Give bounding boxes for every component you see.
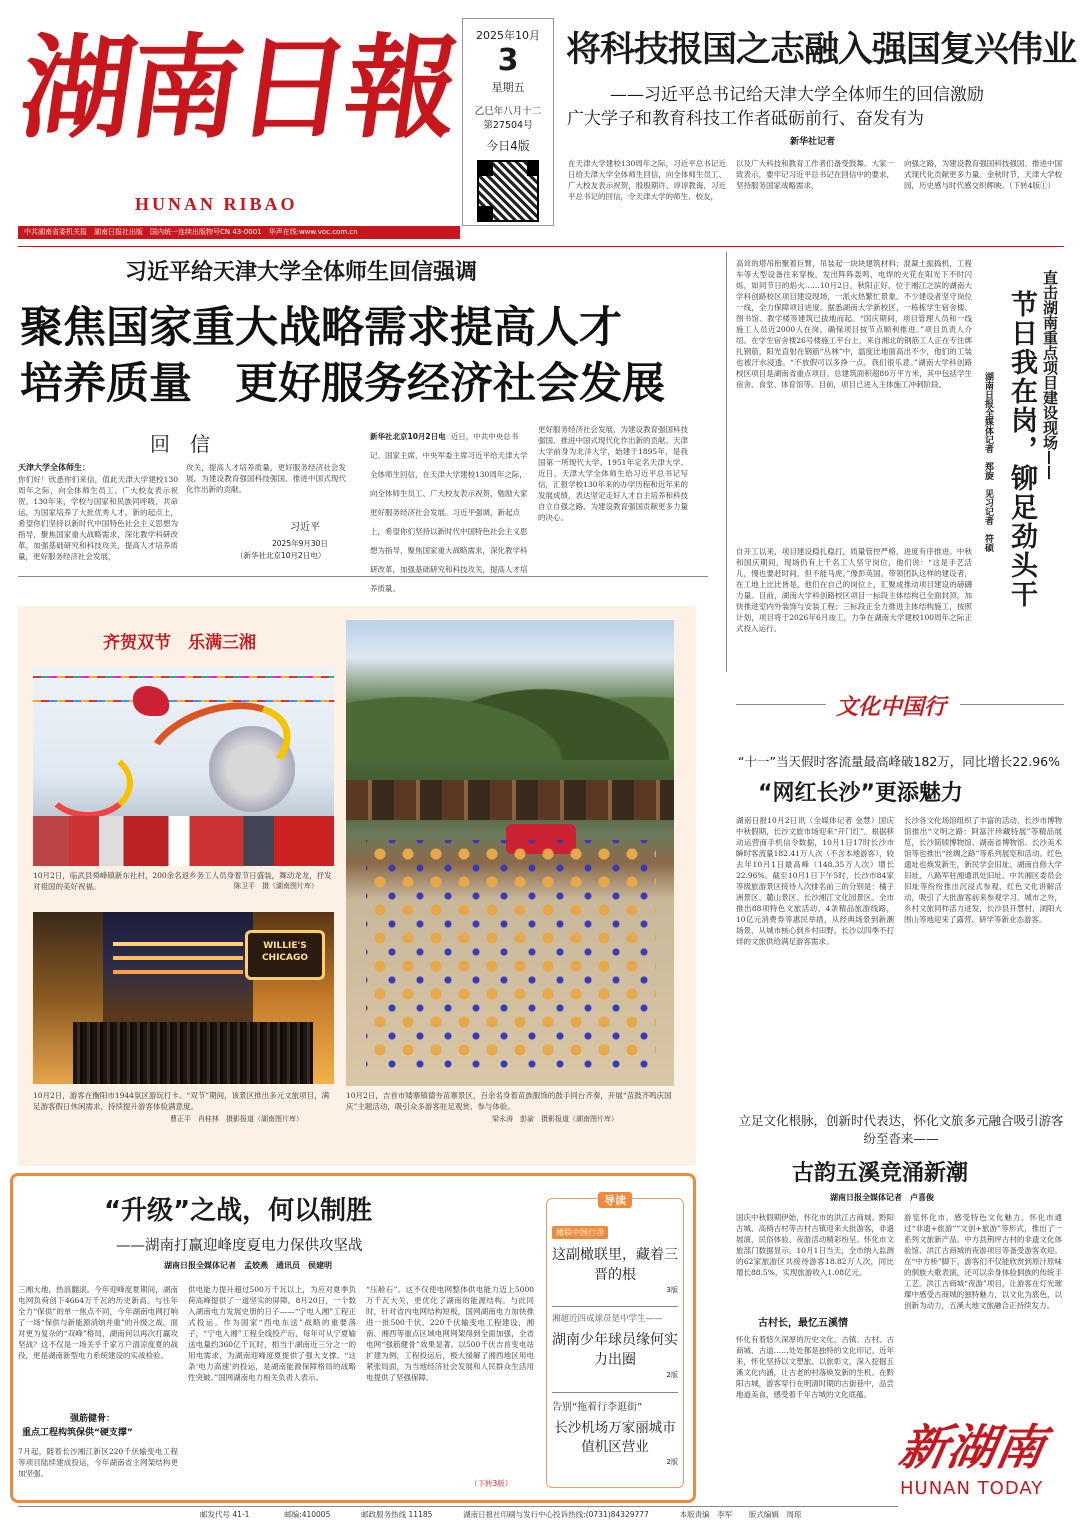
- top-story-subhead-1: ——习近平总书记给天津大学全体师生的回信激励: [610, 85, 984, 105]
- digest-item-tag: 湘超近四成球员是中学生——: [552, 1314, 663, 1324]
- culture-banner: 文化中国行: [836, 694, 947, 720]
- letter-signature: 习近平: [290, 522, 320, 533]
- digest-item-tag: 告别“拖着行李逛街”: [552, 1402, 643, 1413]
- huaihua-col2: 游览怀化市，感受特色文化魅力。怀化市通过“非遗+旅游”“文创+旅游”等形式，推出了一系列文旅新产品。中方县荆坪古村的非遗文化体验馆、洪江古商城的夜游项目等备受游客欢迎。在“中方桥”脚下，游客们不仅能欣赏到原汁原味的侗族大歌表演，还可以亲身体验侗族的传统手工艺。洪江古商城“夜游”项目，让游客在灯光璀璨中感受古商城的独特魅力，以文化为底色，以创新为动力，五溪大地文旅融合正持续发力。: [904, 1213, 1062, 1310]
- culture-kicker: “十一”当天假时客流量最高峰破182万，同比增长22.96%: [738, 754, 1060, 769]
- digest-item-title: 这副橄联里，藏着三晋的根: [552, 1247, 678, 1283]
- digest-label: 导读: [598, 1192, 632, 1208]
- footer-complaint: 湖南日报社印刷与发行中心投诉热线:(0731)84329777: [463, 1510, 649, 1519]
- photo-caption-1: 10月2日，临武县舜峰镇新东社村，200余名返乡务工人员身着节日盛装，舞动龙龙，抒发对祖国的美好祝福。: [33, 871, 332, 891]
- power-continue[interactable]: （下转3版）: [470, 1479, 513, 1488]
- top-story-col2: 以及广大科技和教育工作者们备受鼓舞。大家一致表示，要牢记习近平总书记在回信中的要求，坚持服务国家战略需求，: [736, 159, 894, 190]
- power-col1-head2: 重点工程构筑保供“硬支撑”: [22, 1428, 133, 1438]
- issue-number: 第27504号: [483, 120, 533, 131]
- letter-salutation: 天津大学全体师生：: [18, 463, 90, 472]
- huaihua-byline: 湖南日报全媒体记者 卢喜俊: [830, 1193, 934, 1202]
- culture-col1: 湖南日报10月2日讯（全媒体记者 金慧）国庆中秋假期，长沙文旅市场迎来“开门红”。根据移动运营商手机信令数据，10月1日17时长沙市瞬时客流量182.41万人次（不含本地游客），较去年10月1日最高峰（148.35万人次）增长22.96%。截至10月1日下午5时，长沙市84家等级旅游景区接待人次排名前三的分别是：橘子洲景区、麓山景区、长沙湘江文化园景区。全市推出88项特色文旅活动、4条精品旅游线路，10亿元消费券等惠民举措，从经典场景到新潮场景，从城市核心到乡村田野，长沙以四季不打烊的文旅供给满足游客需求。: [736, 816, 894, 946]
- section-divider: [18, 246, 1064, 247]
- huaihua-col1: 国庆中秋假期伊始，怀化市的洪江古商城、黔阳古城、高椅古村等古村古镇迎来大批游客，非遗展演、民俗体验、夜游活动精彩纷呈。怀化市文旅部门数据显示，10月1日当天，全市纳入监测的62家旅游区共接待游客18.82万人次，同比增长88.5%，实现旅游收入1.08亿元。: [736, 1213, 894, 1277]
- page-count: 今日4版: [486, 139, 530, 153]
- photo-spread-banner: 齐贺双节 乐满三湘: [103, 633, 256, 653]
- lead-headline-2[interactable]: 培养质量 更好服务经济社会发展: [20, 359, 665, 409]
- huaihua-lead: 立足文化根脉，创新时代表达，怀化文旅多元融合吸引游客纷至沓来——: [738, 1113, 1064, 1146]
- footer-hotline: 邮政服务热线 11185: [361, 1510, 433, 1519]
- lead-news-body: 近日，中共中央总书记、国家主席、中央军委主席习近平给天津大学全体师生回信，在天津大学建校130周年之际，向全体师生员工、广大校友表示祝贺，勉励大家更好服务经济社会发展。习近平强调，新起点上，希望你们坚持以新时代中国特色社会主义思想为指导，聚焦国家重大战略需求，深化教学科研改革，加强基础研究和科技攻关，提高人才培养质量。: [370, 432, 528, 593]
- footer-layout: 版式编辑 周琼: [748, 1510, 802, 1519]
- lead-divider: [18, 576, 708, 577]
- huaihua-col1b: 怀化有着悠久深厚的历史文化，古镇、古村、古商城、古道……处处都是独特的文化印记。近年来，怀化坚持以文塑旅、以旅彰文，深入挖掘五溪文化内涵，让古老的村落焕发新的生机。在黔阳古城，游客穿行在明清时期的古街巷中，品尝地道美食，感受着千年古城的文化底蕴。: [736, 1335, 894, 1399]
- lead-headline-1[interactable]: 聚焦国家重大战略需求提高人才: [20, 303, 622, 353]
- footer-postal-code: 邮发代号 41-1: [200, 1510, 250, 1519]
- power-subhead: ——湖南打赢迎峰度夏电力保供攻坚战: [116, 1238, 363, 1254]
- photo-night-street[interactable]: [33, 912, 334, 1084]
- right-feature-kicker: 直击湖南重点项目建设现场——: [1041, 270, 1059, 480]
- info-bar-text: 中共湖南省委机关报 湖南日报社出版 国内统一连续出版物号CN 43-0001 华声在线:www.voc.com.cn: [24, 228, 358, 236]
- top-story-subhead-2: 广大学子和教育科技工作者砥砺前行、奋发有为: [567, 109, 924, 129]
- power-col1: 三湘大地，热浪翻滚。今年迎峰度夏期间，湖南电网负荷创下4664万千瓦的历史新高。与往年全力“保供”的单一焦点不同，今年湖南电网打响了一场“保供与新能源消纳并重”的升级之战。面对更为复杂的“双峰”格局，湖南何以再次打赢攻坚战？这不仅是一场关乎千家万户清凉度夏的战役，更是湖南新型电力系统建设的实战检验。: [18, 1285, 178, 1360]
- digest-item-title: 湖南少年球员缘何实力出圈: [552, 1332, 678, 1368]
- top-story-col3: 向强之路，为建设教育强国科技强国、推进中国式现代化贡献更多力量。金秋时节，天津大学校园，历史感与时代感交织辉映。（下转4版①）: [904, 159, 1062, 190]
- photo-credit-3: 梁永涛 彭渝 摄影报道（湖南图片库）: [492, 1115, 618, 1123]
- photo-caption-2: 10月2日，游客在衡阳市1944氛区游玩打卡。“双节”期间，该景区推出多元文旅项目，满足游客假日休闲需求，持续提升游客体验满意度。: [33, 1091, 330, 1111]
- letter-date: 2025年9月30日: [272, 539, 328, 548]
- photo-credit-1: 陈卫平 摄（湖南图片库）: [234, 882, 318, 890]
- digest-item[interactable]: [552, 1220, 678, 1295]
- digest-item-page: 2版: [666, 1371, 678, 1379]
- digest-divider: [552, 1306, 678, 1307]
- top-story-headline[interactable]: 将科技报国之志融入强国复兴伟业: [566, 30, 1077, 70]
- photo-credit-2: 曹正平 肖桂林 摄影报道（湖南图片库）: [170, 1115, 303, 1123]
- letter-body: 你们好！欣悉你们来信，值此天津大学建校130周年之际，向全体师生员工、广大校友表示祝贺。130年来，学校与国家和民族同呼吸、共命运，为国家培养了大批优秀人才。新的起点上，希望你们坚持以新时代中国特色社会主义思想为指导，聚焦国家重大战略需求，深化教学科研改革，加强基础研究和科技攻关，提高人才培养质量，更好服务经济社会发展，: [18, 475, 178, 561]
- digest-divider: [552, 1392, 678, 1393]
- letter-tail: 攻关，提高人才培养质量，更好服务经济社会发展，为建设教育强国科技强国、推进中国式现代化作出新的贡献。: [186, 463, 346, 494]
- culture-rule-right: [960, 704, 1064, 705]
- footer-zip: 邮编:410005: [284, 1510, 331, 1519]
- xinhunan-logo[interactable]: [895, 1418, 1068, 1508]
- digest-item[interactable]: [552, 1312, 678, 1380]
- power-col1-head: 强筋健骨：: [70, 1414, 116, 1424]
- right-feature-body: 高耸的塔吊衔聚着巨臂，吊装起一块块建筑材料；混凝土振捣机，工程车等大型设备往来穿梭，发出阵阵轰鸣，电焊的火花在阳光下不时闪烁，如同节日的焰火……10月2日，秋阳正好，位于湘江之滨的湖南大学科创路校区项目建设现场，一派火热繁忙景象。不少建设者坚守岗位一线，全力保障项目进度。据悉湖南大学新校区，一栋栋学生宿舍楼、图书馆、教学楼等建筑已拔地而起。“国庆期间，项目管理人员和一线施工人员近2000人在岗，确保项目按节点顺利推进。”项目负责人介绍。在学生宿舍楼26号楼施工平台上，来自湘北的钢筋工人正在专注绑扎钢筋，阳光直射在钢筋“丛林”中，温度比地面高出不少，他们的工装也被汗水浸透。“不放假可以多挣一点，我们很乐意。”湖南大学科创路校区项目是湖南省重点项目，总建筑面积超80万平方米，其中包括学生宿舍、食堂、体育馆等。目前，项目已进入主体施工冲刺阶段。: [736, 259, 972, 389]
- culture-col2: 长沙各文化场馆组织了丰富的活动，长沙市博物馆推出“文明之路：阿富汗珍藏特展”等精品展览，长沙简牍博物馆、湖南省博物馆、长沙美术馆等也推出“丝绸之路”等系列展览和活动。红色遗址也焕发新生，新民学会旧址、湖南自修大学旧址、八路军驻湘通讯处旧址、中共湘区委员会旧址等纷纷推出沉浸式参观、红色文化讲解活动，吸引了大批游客前来参观学习。城市之外，乡村文旅同样活力迸发，长沙县开慧村、浏阳大围山等地迎来了露营、研学等新业态游客。: [904, 816, 1062, 924]
- right-feature-body-2: 自开工以来，项目建设稳扎稳打，质量管控严格，进度有序推进。中秋和国庆期间，现场仍有上千名工人坚守岗位，他们说：“这是手艺活儿，慢也要赶时间，但不能马虎。”像彭英国，带领团队这样的建设者，在工地上比比皆是，他们在自己的岗位上，汇聚成推动项目建设的磅礴力量。目前，湖南大学科创路校区项目一标段主体结构已全面封顶，加快推进室内外装饰与安装工程；三标段正全力推进主体结构施工，按照计划，项目将于2026年6月竣工，力争在湖南大学建校100周年之际正式投入运行。: [736, 547, 972, 633]
- huaihua-subheading: 古村长，最忆五溪情: [758, 1318, 848, 1329]
- power-col1b: 7月起，随着长沙湘江新区220千伏输变电工程等项目陆续建成投运，今年湖南省主网架结构更加坚强。: [18, 1447, 178, 1478]
- letter-source: （新华社北京10月2日电）: [236, 551, 326, 560]
- date-day: 3: [497, 43, 519, 78]
- photo-dragon-dance[interactable]: [33, 666, 334, 866]
- xinhunan-logo-text: 新湖南: [895, 1420, 1049, 1476]
- lead-news-dateline: 新华社北京10月2日电: [370, 432, 446, 441]
- power-col2: 供电能力提升超过500万千瓦以上，为应对夏季负荷高峰提供了一道坚实的屏障。8月20日，一个数入湖南电力发展史册的日子——“宁电入湘”工程正式投运。作为国家“西电东送”战略的重要落子，“宁电入湘”工程全线投产后，每年可从宁夏输送电量约360亿千瓦时，相当于湖南近三分之一的用电需求，为湖南迎峰度夏提供了强大支撑。“这条‘电力高速’的投运，是湖南能源保障格局的战略性突破。”国网湖南电力相关负责人表示。: [188, 1285, 356, 1382]
- letter-title: 回 信: [150, 432, 210, 456]
- lunar-date: 乙巳年八月十二: [474, 106, 542, 117]
- digest-item[interactable]: [552, 1398, 678, 1467]
- issue-box: [462, 18, 554, 226]
- footer-rule: [18, 1506, 898, 1507]
- top-story-col1: 在天津大学建校130周年之际，习近平总书记近日给天津大学全体师生回信，向全体师生员工、广大校友表示祝贺，殷殷期许、谆谆教诲，习近平总书记的回信，令天津大学的师生、校友，: [568, 159, 726, 201]
- lead-news-col1: [370, 424, 530, 593]
- info-bar: [18, 226, 460, 239]
- digest-item-page: 3版: [666, 1286, 678, 1294]
- lead-kicker: 习近平给天津大学全体师生回信强调: [125, 260, 478, 285]
- photo-caption-3: 10月2日，吉首市矮寨镇德夯苗寨景区，百余名身着苗族服饰的鼓手同台齐奏，开展“苗鼓齐鸣庆国庆”主题活动，吸引众多游客驻足观赏、参与体验。: [346, 1091, 672, 1111]
- digest-item-title: 长沙机场万家丽城市值机区营业: [554, 1420, 676, 1455]
- digest-item-page: 2版: [666, 1458, 678, 1466]
- weekday: 星期五: [491, 81, 525, 94]
- power-headline[interactable]: “升级”之战，何以制胜: [104, 1196, 373, 1226]
- masthead-pinyin: HUNAN RIBAO: [135, 194, 298, 214]
- date-line: 2025年10月: [476, 29, 540, 42]
- footer: [200, 1509, 900, 1520]
- masthead-logo-text: 湖南日報: [12, 23, 464, 154]
- culture-headline[interactable]: “网红长沙”更添魅力: [758, 781, 963, 806]
- lead-news-col2: 更好服务经济社会发展，为建设教育强国科技强国、推进中国式现代化作出新的贡献。天津大学前身为北洋大学，始建于1895年，是我国第一所现代大学。1951年定名天津大学。近日，天津大学全体师生给习近平总书记写信，汇报学校130年来的办学历程和近年来的发展成绩，表达坚定走好人才自主培养和科技自立自强之路、为建设教育强国贡献更多力量的决心。: [538, 425, 688, 522]
- right-feature-headline[interactable]: 节日我在岗，铆足劲头干: [1006, 290, 1037, 609]
- footer-editor: 本版责编 李军: [679, 1510, 733, 1519]
- photo-drum-performance[interactable]: [346, 620, 674, 1086]
- huaihua-headline[interactable]: 古韵五溪竞涌新潮: [792, 1161, 969, 1186]
- qr-code[interactable]: [477, 160, 539, 222]
- neon-sign: WILLIE'S CHICAGO: [261, 941, 309, 963]
- right-feature-byline: 湖南日报全媒体记者 郑旋 见习记者 符硕: [983, 372, 993, 552]
- top-story-byline: 新华社记者: [790, 137, 836, 147]
- digest-item-tag: 橄联中国行⑳: [552, 1226, 608, 1239]
- xinhunan-logo-sub: HUNAN TODAY: [900, 1478, 1044, 1499]
- right-column-divider: [726, 252, 727, 672]
- power-byline: 湖南日报全媒体记者 孟姣燕 通讯员 侯建明: [164, 1261, 332, 1270]
- culture-rule-left: [736, 704, 826, 705]
- masthead-logo: [12, 14, 464, 194]
- power-col3: “压舱石”。这不仅使电网整体供电能力迈上5000万千瓦大关，更优化了湖南的能源结构。与此同时，针对省内电网结构短板，国网湖南电力加快推进一批500千伏、220千伏输变电工程建设，湘南、湘西等重点区域电网网架得到全面加强，全省电网“强筋健骨”效果显著。以500千伏吉首变电站扩建为例，工程投运后，极大缓解了湘西地区用电紧张局面，为当地经济社会发展和人民群众生活用电提供了坚强保障。: [366, 1285, 534, 1382]
